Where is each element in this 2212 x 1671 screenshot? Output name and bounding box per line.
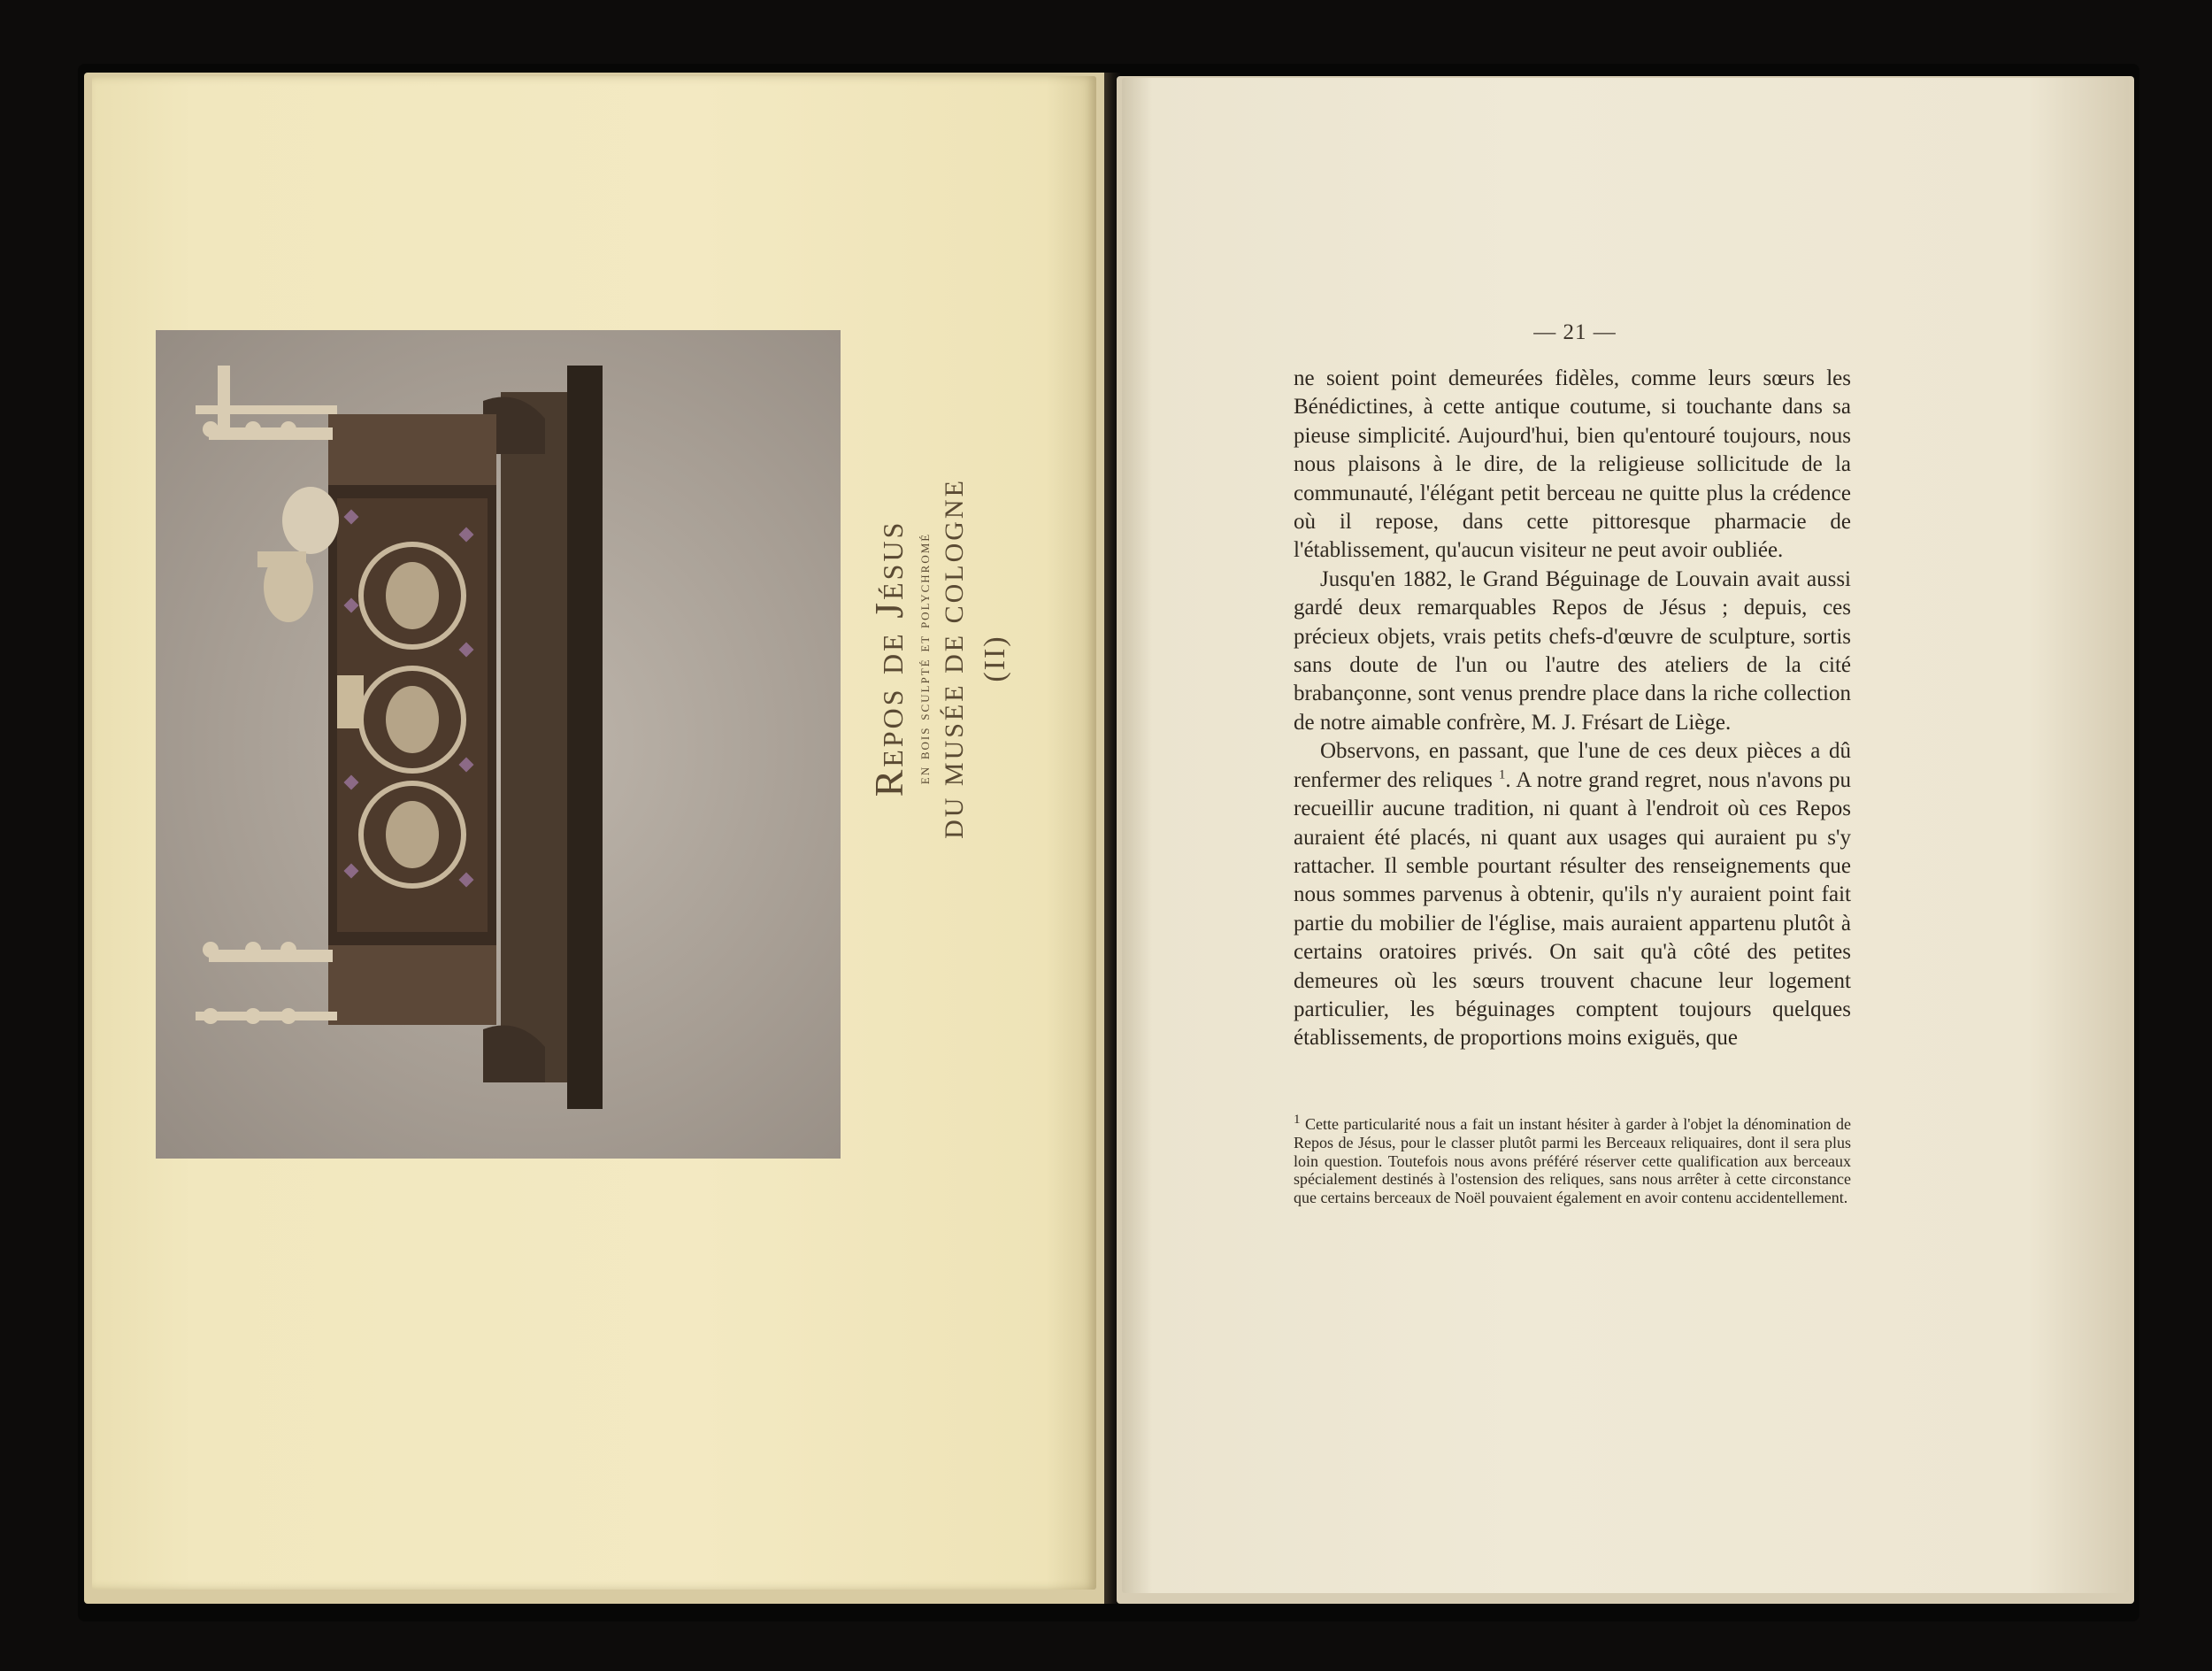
footnote <box>1294 1115 1851 1207</box>
paragraph-1: ne soient point demeurées fidèles, comme leurs sœurs les Bénédictines, à cette antique coutume, si touchante dans sa pieuse simplicité. Aujourd'hui, bien qu'entouré toujours, nous nous plaisons à le dire, de la religieuse sollicitude de la communauté, l'élégant petit berceau ne quitte plus la crédence où il repose, dans cette pittoresque pharmacie de l'établissement, qu'aucun visiteur ne peut avoir oubliée. <box>1294 366 1851 563</box>
plate-caption-title: Repos de Jésus <box>866 520 911 797</box>
body-text <box>1294 365 1851 1053</box>
cradle-illustration <box>156 330 841 1159</box>
footnote-text: Cette particularité nous a fait un instant hésiter à garder à l'objet la dénomination de Repos de Jésus, pour le classer plutôt parmi les Berceaux reliquaires, dont il sera plus loin question. Toutefois nous avons préféré réserver cette qualification aux berceaux spécialement destinés à l'ostension des reliques, sans nous arrêter à cette circonstance que certains berceaux de Noël pouvaient également en avoir contenu accidentellement. <box>1294 1115 1851 1207</box>
footnote-reference: 1 <box>1498 767 1506 782</box>
paragraph-3-start: Observons, en passant, que l'une de ces deux pièces a dû renfermer des reliques <box>1294 739 1851 792</box>
paragraph-2: Jusqu'en 1882, le Grand Béguinage de Louvain avait aussi gardé deux remarquables Repos de Jésus ; depuis, ces précieux objets, vrais petits chefs-d'œuvre de sculpture, sortis sans doute de l'un ou l'autre des ateliers de la cité brabançonne, sont venus prendre place dans la riche collection de notre aimable confrère, M. J. Frésart de Liège. <box>1294 566 1851 735</box>
footnote-marker: 1 <box>1294 1113 1301 1127</box>
page-number: — 21 — <box>1533 320 1617 344</box>
paragraph-3 <box>1294 737 1851 1052</box>
plate-caption-number: (II) <box>979 635 1011 682</box>
plate-caption-subtitle: en bois sculpté et polychromé <box>915 532 933 785</box>
paragraph-3-rest: . A notre grand regret, nous n'avons pu recueillir aucune tradition, ni quant à l'endroit où ces Repos auraient été placés, ni quant aux usages qui auraient pu s'y rattacher. Il semble pourtant résulter des renseignements que nous sommes parvenus à obtenir, qu'ils n'y auraient point fait partie du mobilier de l'église, mais auraient appartenu plutôt à certains oratoires privés. On sait qu'à côté des petites demeures où les sœurs trouvent chacune leur logement particulier, les béguinages comptent toujours quelques établissements, de proportions moins exiguës, que <box>1294 767 1852 1051</box>
plate-photograph <box>156 330 841 1159</box>
plate-caption-museum: DU MUSÉE DE COLOGNE <box>940 478 969 839</box>
